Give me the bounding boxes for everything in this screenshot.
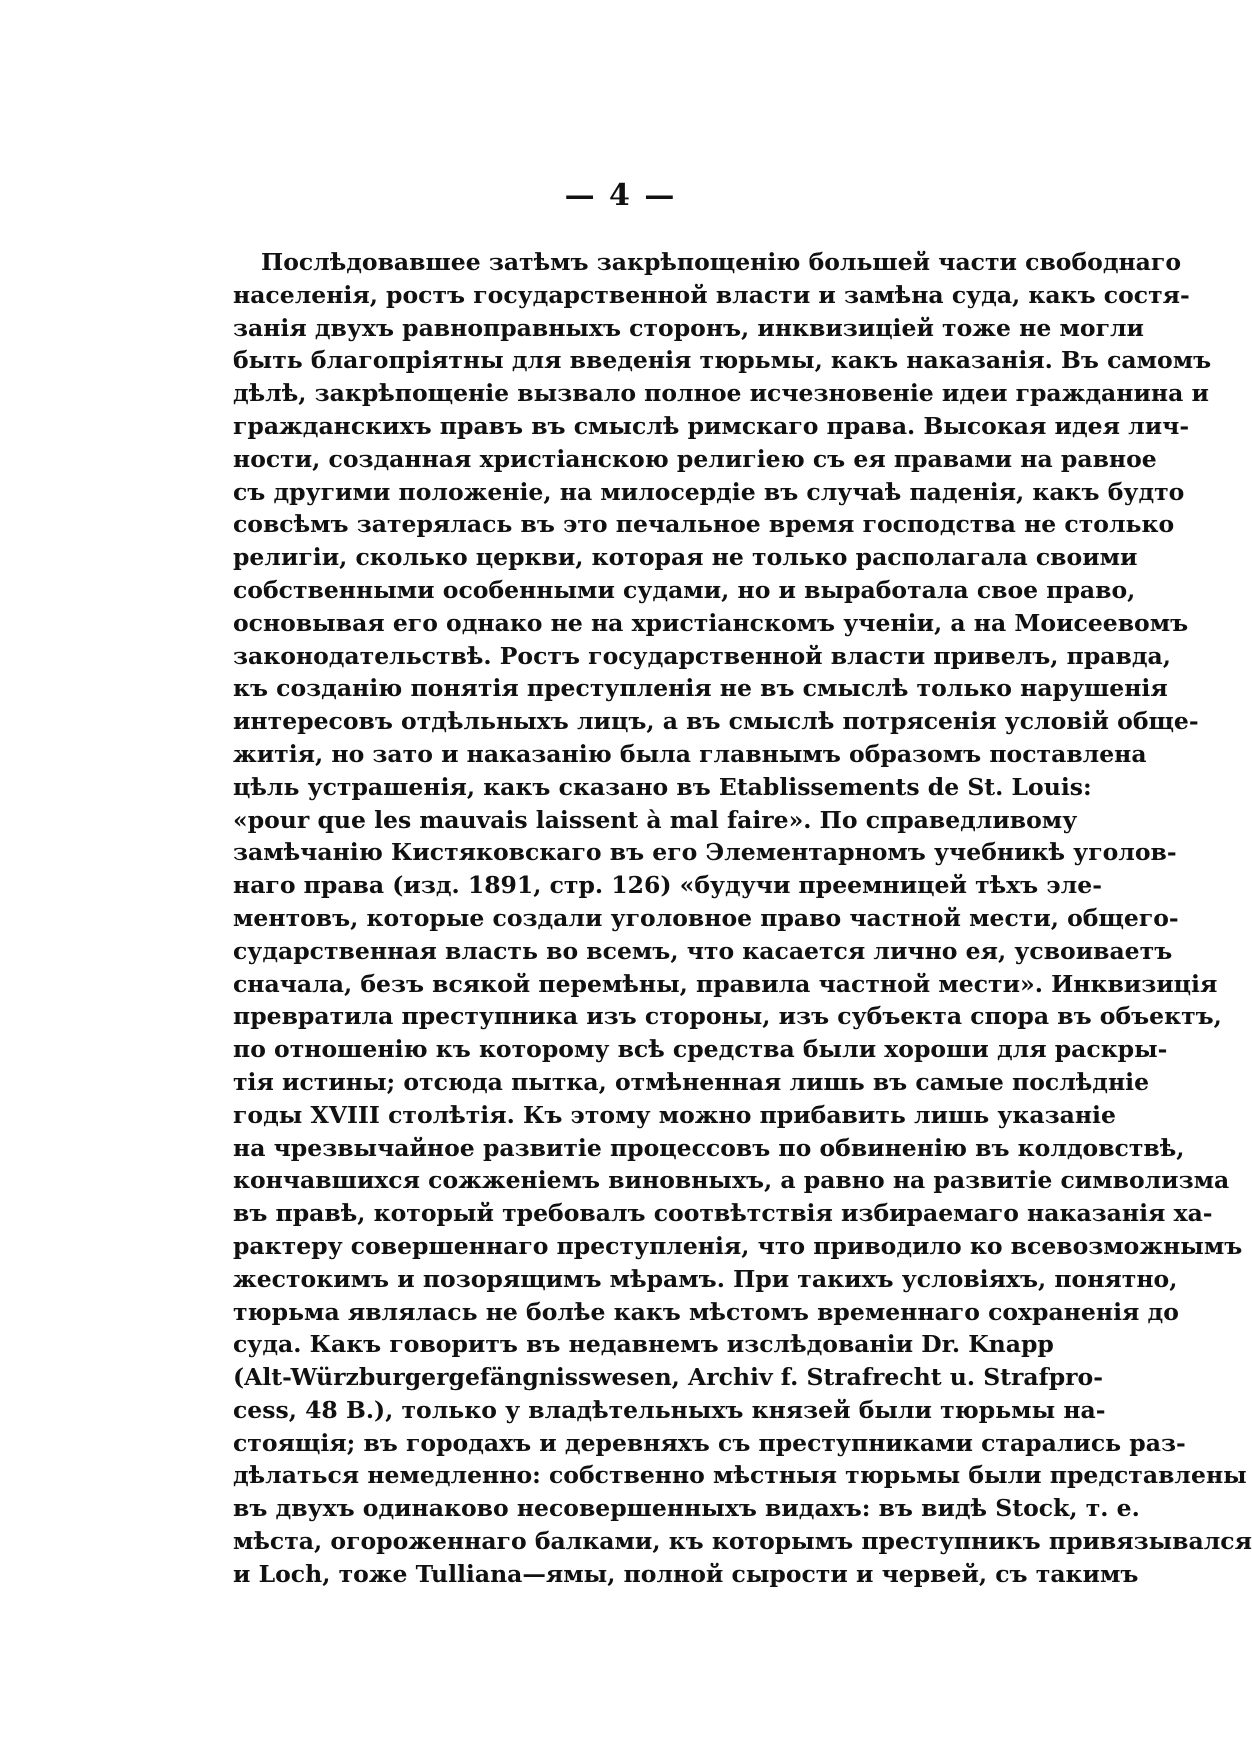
text-line: превратила преступника изъ стороны, изъ субъекта спора въ объектъ, [233, 1002, 1222, 1031]
text-line: тія истины; отсюда пытка, отмѣненная лишь въ самые послѣдніе [233, 1067, 1150, 1096]
page-number: — 4 — [564, 178, 677, 213]
text-line: годы XVIII столѣтія. Къ этому можно прибавить лишь указаніе [233, 1100, 1116, 1129]
text-line: цѣль устрашенія, какъ сказано въ Etablissements de St. Louis: [233, 772, 1092, 801]
text-line: къ созданію понятія преступленія не въ смыслѣ только нарушенія [233, 674, 1168, 703]
text-line: дѣлаться немедленно: собственно мѣстныя тюрьмы были представлены [233, 1461, 1247, 1490]
text-line: собственными особенными судами, но и выработала свое право, [233, 575, 1136, 604]
text-line: дѣлѣ, закрѣпощеніе вызвало полное исчезновеніе идеи гражданина и [233, 379, 1209, 408]
text-line: религіи, сколько церкви, которая не только располагала своими [233, 543, 1138, 572]
text-line: интересовъ отдѣльныхъ лицъ, а въ смыслѣ потрясенія условій обще- [233, 707, 1199, 736]
text-line: основывая его однако не на христіанскомъ ученіи, а на Моисеевомъ [233, 608, 1189, 637]
text-line: быть благопріятны для введенія тюрьмы, какъ наказанія. Въ самомъ [233, 346, 1212, 375]
text-line: сначала, безъ всякой перемѣны, правила частной мести». Инквизиція [233, 969, 1218, 998]
text-line: рактеру совершеннаго преступленія, что приводило ко всевозможнымъ [233, 1231, 1243, 1260]
text-line: «pour que les mauvais laissent à mal faire». По справедливому [233, 805, 1078, 834]
text-line: наго права (изд. 1891, стр. 126) «будучи преемницей тѣхъ эле- [233, 871, 1102, 900]
text-line: совсѣмъ затерялась въ это печальное время господства не столько [233, 510, 1175, 539]
text-line: жестокимъ и позорящимъ мѣрамъ. При такихъ условіяхъ, понятно, [233, 1264, 1178, 1293]
text-line: въ правѣ, который требовалъ соотвѣтствія избираемаго наказанія ха- [233, 1199, 1213, 1228]
text-line: съ другими положеніе, на милосердіе въ случаѣ паденія, какъ будто [233, 477, 1185, 506]
text-line: стоящія; въ городахъ и деревняхъ съ преступниками старались раз- [233, 1428, 1186, 1457]
text-line: кончавшихся сожженіемъ виновныхъ, а равно на развитіе символизма [233, 1166, 1230, 1195]
text-line: Послѣдовавшее затѣмъ закрѣпощенію большей части свободнаго [261, 248, 1181, 276]
text-line: по отношенію къ которому всѣ средства были хороши для раскры- [233, 1035, 1168, 1064]
text-line: cess, 48 B.), только у владѣтельныхъ князей были тюрьмы на- [233, 1395, 1106, 1424]
text-line: и Loch, тоже Tulliana—ямы, полной сырости и червей, съ такимъ [233, 1559, 1139, 1588]
text-line: суда. Какъ говоритъ въ недавнемъ изслѣдованіи Dr. Knapp [233, 1330, 1054, 1359]
text-line: гражданскихъ правъ въ смыслѣ римскаго права. Высокая идея лич- [233, 411, 1190, 440]
text-line: замѣчанію Кистяковскаго въ его Элементарномъ учебникѣ уголов- [233, 838, 1177, 867]
text-line: на чрезвычайное развитіе процессовъ по обвиненію въ колдовствѣ, [233, 1133, 1185, 1162]
text-line: законодательствѣ. Ростъ государственной власти привелъ, правда, [233, 641, 1171, 670]
text-line: житія, но зато и наказанію была главнымъ образомъ поставлена [233, 739, 1147, 768]
text-line: тюрьма являлась не болѣе какъ мѣстомъ временнаго сохраненія до [233, 1297, 1179, 1326]
text-line: населенія, ростъ государственной власти и замѣна суда, какъ состя- [233, 280, 1190, 309]
body-text [233, 246, 1252, 1591]
text-line: ности, созданная христіанскою религіею съ ея правами на равное [233, 444, 1157, 473]
text-line: (Alt-Würzburgergefängnisswesen, Archiv f. Strafrecht u. Strafpro- [233, 1363, 1103, 1392]
text-line: занія двухъ равноправныхъ сторонъ, инквизиціей тоже не могли [233, 313, 1144, 342]
text-line: сударственная власть во всемъ, что касается лично ея, усвоиваетъ [233, 936, 1173, 965]
text-line: въ двухъ одинаково несовершенныхъ видахъ: въ видѣ Stock, т. е. [233, 1494, 1140, 1523]
text-line: ментовъ, которые создали уголовное право частной мести, общего- [233, 903, 1179, 932]
text-line: мѣста, огороженнаго балками, къ которымъ преступникъ привязывался [233, 1527, 1252, 1556]
